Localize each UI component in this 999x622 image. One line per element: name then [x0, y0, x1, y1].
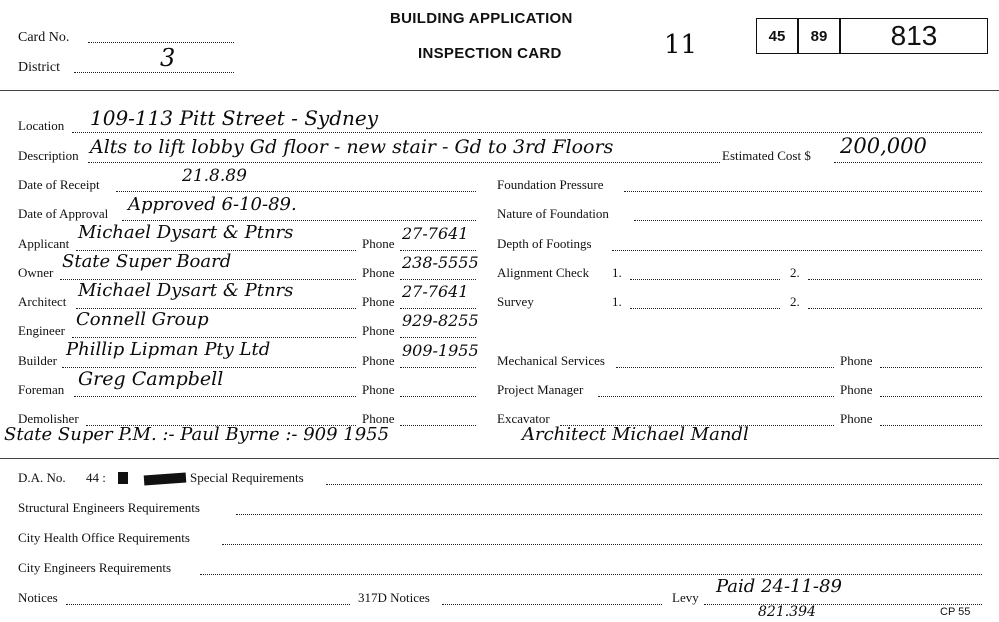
depth-footings-label: Depth of Footings	[497, 236, 592, 251]
notices-317d-label: 317D Notices	[358, 590, 430, 605]
engineer-phone-line[interactable]	[400, 337, 476, 338]
alignment-line-1[interactable]	[630, 279, 780, 280]
da-scribble-1	[118, 472, 128, 484]
alignment-line-2[interactable]	[808, 279, 982, 280]
estimated-cost-value: 200,000	[840, 134, 927, 158]
alignment-check-label: Alignment Check	[497, 265, 590, 280]
card-number: 813	[890, 20, 938, 51]
nature-foundation-line[interactable]	[634, 220, 982, 221]
builder-value: Phillip Lipman Pty Ltd	[66, 339, 271, 360]
architect-phone: 27-7641	[402, 282, 469, 301]
demolisher-phone-line[interactable]	[400, 425, 476, 426]
owner-value: State Super Board	[62, 251, 232, 272]
description-label: Description	[18, 148, 79, 163]
architect-phone-label: Phone	[362, 294, 395, 309]
district-line[interactable]	[74, 72, 234, 73]
survey-num-2: 2.	[790, 294, 800, 309]
engineer-label: Engineer	[18, 323, 65, 338]
title-line-1: BUILDING APPLICATION	[390, 10, 573, 27]
requirements-divider	[0, 458, 999, 459]
levy-line[interactable]	[704, 604, 982, 605]
alignment-num-2: 2.	[790, 265, 800, 280]
foreman-line[interactable]	[74, 396, 356, 397]
project-manager-phone-line[interactable]	[880, 396, 982, 397]
date-receipt-line[interactable]	[116, 191, 476, 192]
health-line[interactable]	[222, 544, 982, 545]
mechanical-phone-label: Phone	[840, 353, 873, 368]
description-line[interactable]	[88, 162, 720, 163]
alignment-num-1: 1.	[612, 265, 622, 280]
district-label: District	[18, 60, 60, 75]
location-line[interactable]	[72, 132, 982, 133]
foreman-value: Greg Campbell	[78, 368, 224, 390]
owner-phone-line[interactable]	[400, 279, 476, 280]
project-manager-label: Project Manager	[497, 382, 584, 397]
box-89-text: 89	[810, 27, 828, 45]
excavator-label: Excavator	[497, 411, 550, 426]
mechanical-phone-line[interactable]	[880, 367, 982, 368]
survey-num-1: 1.	[612, 294, 622, 309]
foreman-phone-line[interactable]	[400, 396, 476, 397]
project-manager-phone-label: Phone	[840, 382, 873, 397]
notices-317d-line[interactable]	[442, 604, 662, 605]
card-number-box	[840, 18, 988, 54]
builder-phone-label: Phone	[362, 353, 395, 368]
architect-phone-line[interactable]	[400, 308, 476, 309]
da-label: D.A. No.	[18, 470, 66, 485]
annotation-right: Architect Michael Mandl	[522, 424, 749, 445]
depth-footings-line[interactable]	[612, 250, 982, 251]
box-45-text: 45	[768, 27, 786, 45]
header-divider	[0, 90, 999, 91]
city-engineers-label: City Engineers Requirements	[18, 560, 172, 575]
foundation-pressure-line[interactable]	[624, 191, 982, 192]
project-manager-line[interactable]	[598, 396, 834, 397]
levy-value: Paid 24-11-89	[716, 576, 842, 597]
foreman-phone-label: Phone	[362, 382, 395, 397]
date-approval-label: Date of Approval	[18, 206, 109, 221]
card-no-label: Card No.	[18, 30, 70, 45]
title-line-2: INSPECTION CARD	[418, 45, 562, 62]
mechanical-line[interactable]	[616, 367, 834, 368]
builder-phone: 909-1955	[402, 341, 479, 360]
city-engineers-line[interactable]	[200, 574, 982, 575]
special-requirements-label: Special Requirements	[190, 470, 304, 485]
location-value: 109-113 Pitt Street - Sydney	[90, 106, 379, 130]
foreman-label: Foreman	[18, 382, 65, 397]
builder-label: Builder	[18, 353, 57, 368]
nature-foundation-label: Nature of Foundation	[497, 206, 609, 221]
structural-line[interactable]	[236, 514, 982, 515]
health-label: City Health Office Requirements	[18, 530, 190, 545]
engineer-value: Connell Group	[76, 309, 209, 330]
date-approval-line[interactable]	[122, 220, 476, 221]
structural-label: Structural Engineers Requirements	[18, 500, 200, 515]
excavator-phone-label: Phone	[840, 411, 873, 426]
date-receipt-label: Date of Receipt	[18, 177, 100, 192]
applicant-value: Michael Dysart & Ptnrs	[78, 222, 294, 243]
annotation-left: State Super P.M. :- Paul Byrne :- 909 1955	[4, 424, 390, 445]
survey-line-1[interactable]	[630, 308, 780, 309]
engineer-phone: 929-8255	[402, 311, 479, 330]
margin-mark: 11	[664, 30, 698, 60]
engineer-line[interactable]	[72, 337, 356, 338]
builder-phone-line[interactable]	[400, 367, 476, 368]
date-approval-value: Approved 6-10-89.	[128, 194, 297, 215]
box-45	[756, 18, 798, 54]
box-89	[798, 18, 840, 54]
district-value: 3	[160, 44, 176, 72]
notices-line[interactable]	[66, 604, 350, 605]
demolisher-phone-label: Phone	[362, 411, 395, 426]
foundation-pressure-label: Foundation Pressure	[497, 177, 604, 192]
applicant-phone-label: Phone	[362, 236, 395, 251]
demolisher-label: Demolisher	[18, 411, 79, 426]
survey-label: Survey	[497, 294, 534, 309]
estimated-cost-line[interactable]	[834, 162, 982, 163]
applicant-label: Applicant	[18, 236, 70, 251]
applicant-phone-line[interactable]	[400, 250, 476, 251]
date-receipt-value: 21.8.89	[182, 166, 247, 186]
card-no-line[interactable]	[88, 42, 234, 43]
location-label: Location	[18, 118, 65, 133]
architect-value: Michael Dysart & Ptnrs	[78, 280, 294, 301]
owner-phone: 238-5555	[402, 253, 479, 272]
owner-label: Owner	[18, 265, 54, 280]
mechanical-label: Mechanical Services	[497, 353, 605, 368]
form-code: CP 55	[940, 606, 971, 618]
survey-line-2[interactable]	[808, 308, 982, 309]
engineer-phone-label: Phone	[362, 323, 395, 338]
description-value: Alts to lift lobby Gd floor - new stair - Gd to 3rd Floors	[90, 136, 614, 158]
levy-label: Levy	[672, 590, 699, 605]
architect-label: Architect	[18, 294, 67, 309]
owner-phone-label: Phone	[362, 265, 395, 280]
estimated-cost-label: Estimated Cost $	[722, 148, 811, 163]
special-requirements-line[interactable]	[326, 484, 982, 485]
excavator-phone-line[interactable]	[880, 425, 982, 426]
notices-label: Notices	[18, 590, 58, 605]
da-scribble-2	[144, 473, 187, 486]
da-value: 44 :	[86, 470, 106, 485]
bottom-number: 821.394	[758, 604, 816, 620]
applicant-phone: 27-7641	[402, 224, 469, 243]
